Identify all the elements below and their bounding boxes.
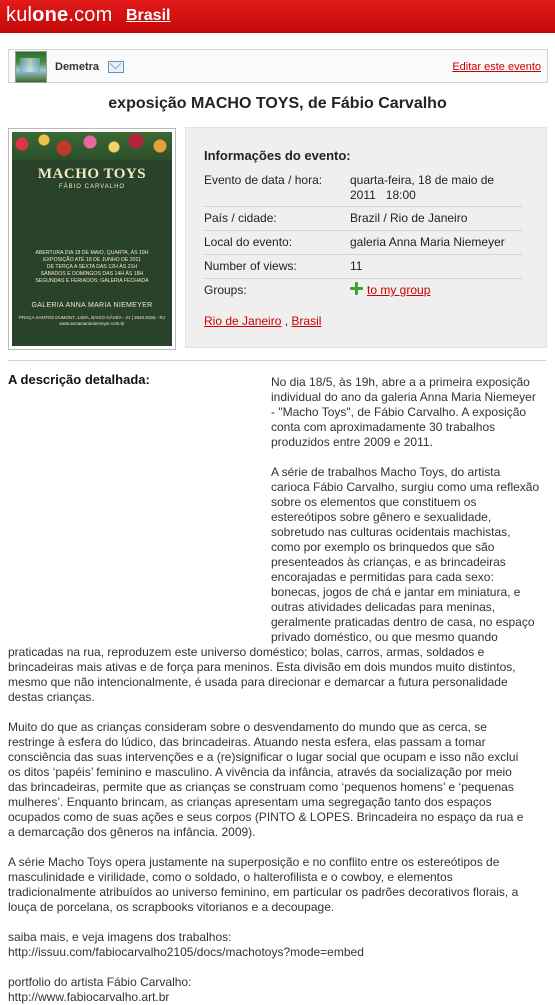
text-line: Muito do que as crianças consideram sobre o desvendamento do mundo que as cerca, se (8, 720, 487, 734)
poster-gallery: GALERIA ANNA MARIA NIEMEYER (31, 302, 153, 309)
logo-tail: .com (68, 4, 113, 26)
info-row-country (204, 211, 522, 231)
text-line: mulheres’. Enquanto brincam, as crianças apresentam uma segregação tanto dos espaços (8, 795, 492, 809)
description-paragraph (8, 975, 548, 1005)
poster-info-line: ABERTURA DIA 18 DE MAIO, QUARTA, ÀS 19H (35, 250, 149, 256)
country-link[interactable]: Brasil (126, 7, 171, 24)
text-line: A série de trabalhos Macho Toys, do artista (271, 465, 501, 479)
info-heading: Informações do evento: (204, 148, 351, 163)
mail-icon[interactable] (108, 61, 124, 73)
info-row-venue (204, 235, 522, 255)
text-line: como por exemplo os brinquedos que são (271, 540, 495, 554)
text-line: louça de porcelana, os scrapbooks vitorianos e a decoupage. (8, 900, 335, 914)
poster-address (16, 315, 168, 327)
logo-bold: one (32, 4, 69, 26)
site-header (0, 0, 555, 33)
text-line: restringe à esfera do lúdico, das brincadeiras. Atuando nesta esfera, elas passam a tomar (8, 735, 486, 749)
groups-label: Groups: (204, 283, 247, 297)
poster-title: MACHO TOYS (37, 166, 147, 182)
edit-event-link[interactable]: Editar este evento (452, 61, 541, 73)
logo-light: kul (6, 4, 33, 26)
description-paragraph (271, 465, 547, 645)
text-line: sobretudo nas culturas ocidentais machistas, (271, 525, 511, 539)
text-line: - "Macho Toys", de Fábio Carvalho. A exposição (271, 405, 527, 419)
info-row-views (204, 259, 522, 279)
text-line: estereótipos sobre gênero e sexualidade, (271, 510, 492, 524)
description-heading: A descrição detalhada: (8, 372, 150, 387)
event-poster[interactable] (8, 128, 176, 350)
text-line: produzidos entre 2009 e 2011. (271, 435, 433, 449)
text-line: brincadeiras mais ativas e de força para meninos. Esta divisão em dois mundos muito distintos, (8, 660, 516, 674)
text-line: destas crianças. (8, 690, 95, 704)
text-line: a demarcação dos gêneros na infância. 2009). (8, 825, 256, 839)
description-paragraph (8, 645, 548, 705)
section-divider (8, 360, 546, 361)
organizer-name[interactable]: Demetra (55, 61, 100, 73)
poster-artist: FÁBIO CARVALHO (58, 184, 126, 190)
event-info-panel (185, 127, 547, 348)
description-paragraph (8, 855, 548, 915)
text-line: No dia 18/5, às 19h, abre a a primeira exposição (271, 375, 530, 389)
flower-pattern (12, 132, 172, 160)
text-line: masculinidade e virilidade, como o soldado, o halterofilista e o cowboy, e elementos (8, 870, 453, 884)
text-line: consciência das suas intervenções e a (re)significar o lugar social que ocupam e isso não exclui (8, 750, 519, 764)
description-paragraph (271, 375, 547, 450)
views-label: Number of views: (204, 259, 297, 273)
text-line: praticadas na rua, reproduzem este universo doméstico; bolas, carros, armas, soldados e (8, 645, 485, 659)
text-line: ocupados como de suas ações e seus corpos (PINTO & LOPES. Brincadeira no espaço da rua e (8, 810, 524, 824)
text-line: individual do ano da galeria Anna Maria Niemeyer (271, 390, 536, 404)
poster-address-line: PRAÇA SANTOS DUMONT, 140/A, BAIXO GÁVEA - 21 | 2540.8155 - RJ (19, 315, 165, 320)
page-title: exposição MACHO TOYS, de Fábio Carvalho (108, 95, 447, 112)
country-label: País / cidade: (204, 211, 277, 225)
city-link[interactable]: Rio de Janeiro (204, 314, 282, 328)
text-line: os ditos ‘papéis’ feminino e masculino. A vivência da infância, através da socialização por meio (8, 765, 512, 779)
portfolio-url: http://www.fabiocarvalho.art.br (8, 990, 170, 1004)
info-row-groups (204, 283, 522, 302)
poster-info-line: SÁBADOS E DOMINGOS DAS 14H ÀS 18H (40, 271, 144, 277)
poster-image (12, 132, 172, 346)
poster-website: www.annamarianiemeyer.com.br (59, 321, 125, 326)
poster-info-line: DE TERÇA A SEXTA DAS 12H ÀS 21H (46, 264, 138, 270)
text-line: privado doméstico, ou que mesmo quando (271, 630, 498, 644)
text-line: presenteados às crianças, e as brincadeiras (271, 555, 506, 569)
text-line: carioca Fábio Carvalho, surgiu como uma reflexão (271, 480, 540, 494)
site-logo[interactable] (6, 4, 112, 27)
link-separator: , (284, 314, 289, 328)
text-line: encorajadas e permitidas para cada sexo: (271, 570, 494, 584)
text-line: conta com aproximadamente 30 trabalhos (271, 420, 496, 434)
text-line: A série Macho Toys opera justamente na superposição e no conflito entre os estereótipos de (8, 855, 500, 869)
views-value: 11 (350, 259, 363, 273)
issuu-url: http://issuu.com/fabiocarvalho2105/docs/machotoys?mode=embed (8, 945, 364, 959)
date-value (350, 173, 494, 203)
info-row-date (204, 173, 522, 207)
description-paragraph (8, 720, 548, 840)
poster-info-line: SEGUNDAS E FERIADOS: GALERIA FECHADA (35, 278, 149, 284)
date-label: Evento de data / hora: (204, 173, 323, 187)
add-to-group-link[interactable]: to my group (367, 283, 431, 297)
avatar[interactable] (15, 51, 47, 83)
text-line: sobre os elementos que constituem os (271, 495, 477, 509)
text-line: mesmo que não intencionalmente, é usada para direcionar e demarcar a futura personalidade (8, 675, 508, 689)
poster-info-line: EXPOSIÇÃO ATÉ 18 DE JUNHO DE 2011 (43, 257, 141, 263)
country-link[interactable]: Brasil (291, 314, 322, 328)
text-line: portfolio do artista Fábio Carvalho: (8, 975, 192, 989)
date-value-line: quarta-feira, 18 de maio de (350, 173, 495, 187)
venue-label: Local do evento: (204, 235, 293, 249)
poster-info (18, 250, 166, 285)
text-line: saiba mais, e veja imagens dos trabalhos: (8, 930, 232, 944)
location-links (204, 314, 321, 328)
text-line: das brincadeiras, permite que as crianças se construam como ‘pequenos homens’ e ‘pequenas (8, 780, 514, 794)
venue-value: galeria Anna Maria Niemeyer (350, 235, 505, 249)
text-line: geralmente praticadas dentro de casa, no espaço (271, 615, 535, 629)
text-line: tradicionalmente atribuídos ao universo feminino, em particular os padrões decorativos florais, a (8, 885, 519, 899)
description-paragraph (8, 930, 548, 960)
country-value: Brazil / Rio de Janeiro (350, 211, 468, 225)
text-line: outras atividades delicadas para meninas, (271, 600, 496, 614)
date-value-line: 2011 18:00 (350, 188, 416, 202)
plus-icon[interactable] (350, 282, 363, 295)
organizer-bar (8, 49, 548, 83)
text-line: bonecas, jogos de chá e jantar em miniatura, e (271, 585, 521, 599)
